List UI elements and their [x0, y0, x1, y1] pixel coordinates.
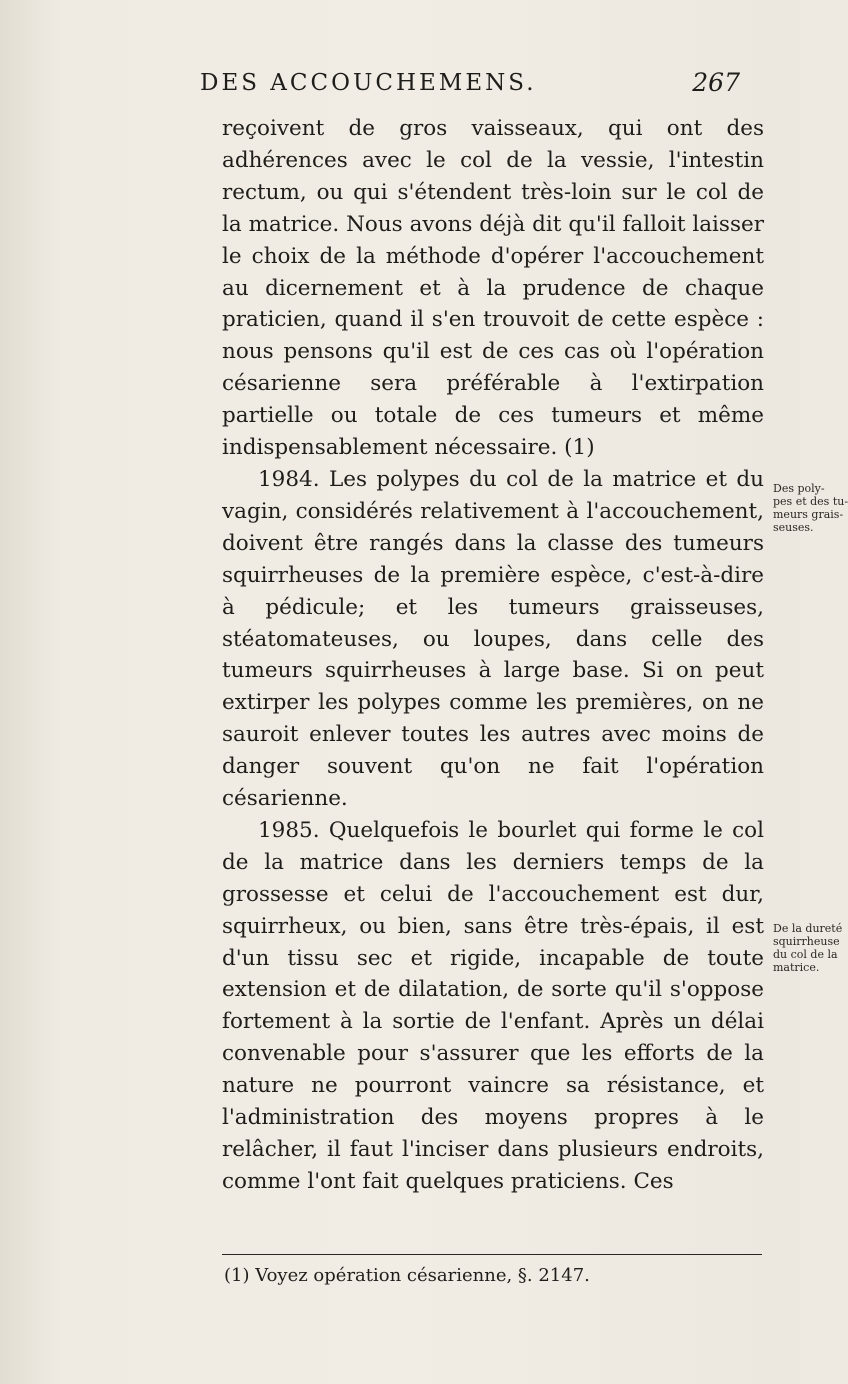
- margin-note-line: seuses.: [773, 521, 814, 534]
- margin-note-line: De la dureté: [773, 922, 843, 935]
- footnote: (1) Voyez opération césarienne, §. 2147.: [224, 1265, 590, 1286]
- margin-note-line: du col de la: [773, 948, 838, 961]
- paragraph-1984: 1984. Les polypes du col de la matrice et du vagin, considérés relativement à l'accouchement, doivent être rangés dans la classe des tumeurs squirrheuses de la première espèce, c'est-à-dire à pédicule; et les tumeurs graisseuses, stéatomateuses, ou loupes, dans celle des tumeurs squirrheuses à large base. Si on peut extirper les polypes comme les premières, on ne sauroit enlever toutes les autres avec moins de danger souvent qu'on ne fait l'opération césarienne.: [222, 466, 764, 812]
- margin-note-polypes: [773, 482, 848, 534]
- running-head: DES ACCOUCHEMENS.: [200, 70, 537, 96]
- page-number: 267: [692, 68, 740, 97]
- margin-note-line: matrice.: [773, 961, 820, 974]
- body-text: [222, 113, 764, 1198]
- margin-note-line: Des poly-: [773, 482, 825, 495]
- margin-note-durete: [773, 922, 843, 974]
- page-header: [200, 70, 740, 110]
- paragraph-1985: 1985. Quelquefois le bourlet qui forme le col de la matrice dans les derniers temps de la grossesse et celui de l'accouchement est dur, squirrheux, ou bien, sans être très-épais, il est d'un tissu sec et rigide, incapable de toute extension et de dilatation, de sorte qu'il s'oppose fortement à la sortie de l'enfant. Après un délai convenable pour s'assurer que les efforts de la nature ne pourront vaincre sa résistance, et l'administration des moyens propres à le relâcher, il faut l'inciser dans plusieurs endroits, comme l'ont fait quelques praticiens. Ces: [222, 817, 764, 1194]
- paragraph-continuation: reçoivent de gros vaisseaux, qui ont des adhérences avec le col de la vessie, l'intestin rectum, ou qui s'étendent très-loin sur le col de la matrice. Nous avons déjà dit qu'il falloit laisser le choix de la méthode d'opérer l'accouchement au dicernement et à la prudence de chaque praticien, quand il s'en trouvoit de cette espèce : nous pensons qu'il est de ces cas où l'opération césarienne sera préférable à l'extirpation partielle ou totale de ces tumeurs et même indispensablement nécessaire. (1): [222, 116, 764, 461]
- margin-note-line: pes et des tu-: [773, 495, 848, 508]
- margin-note-line: meurs grais-: [773, 508, 844, 521]
- margin-note-line: squirrheuse: [773, 935, 840, 948]
- footnote-rule: [222, 1254, 762, 1255]
